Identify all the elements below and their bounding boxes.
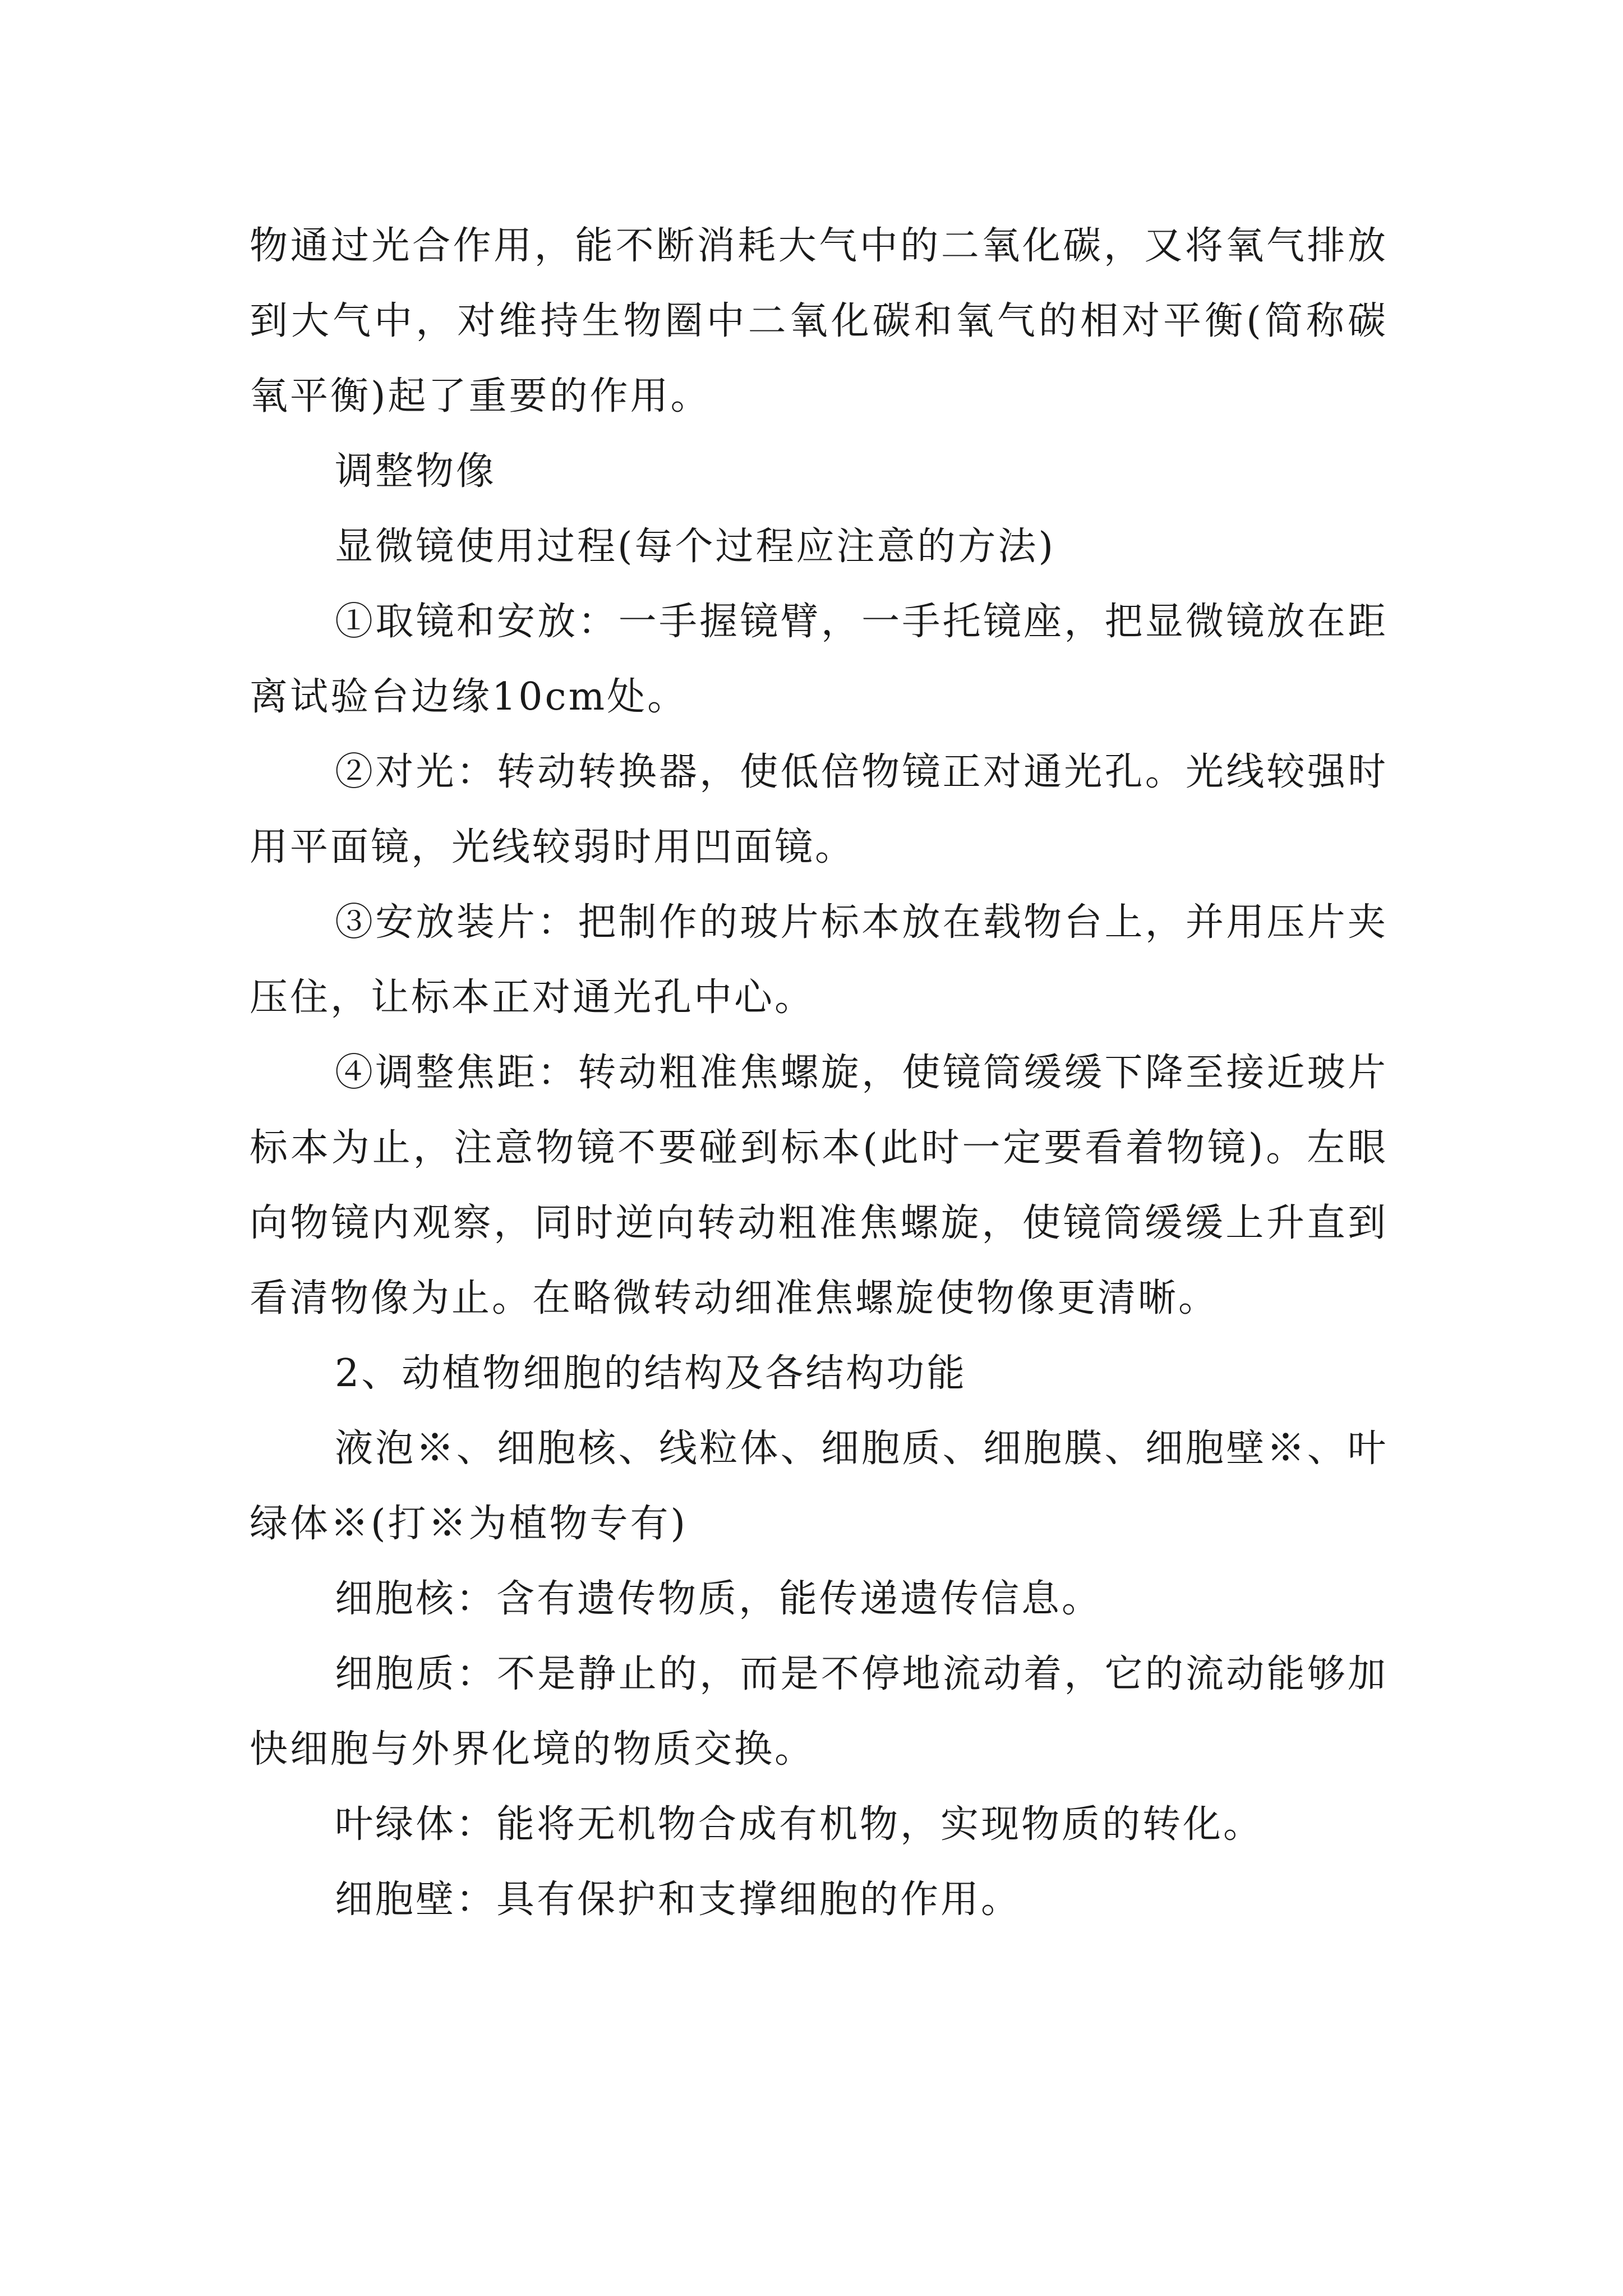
heading-microscope-usage: 显微镜使用过程(每个过程应注意的方法) <box>335 524 1056 569</box>
step-place-slide: ③安放装片：把制作的玻片标本放在载物台上，并用压片夹压住，让标本正对通光孔中心。 <box>250 900 1388 1020</box>
step-adjust-focus: ④调整焦距：转动粗准焦螺旋，使镜筒缓缓下降至接近玻片标本为止，注意物镜不要碰到标本(此时一定要看着物镜)。左眼向物镜内观察，同时逆向转动粗准焦螺旋，使镜筒缓缓上升直到看清物像为止。在略微转动细准焦螺旋使物像更清晰。 <box>250 1051 1388 1320</box>
step-light-alignment: ②对光：转动转换器，使低倍物镜正对通光孔。光线较强时用平面镜，光线较弱时用凹面镜。 <box>250 750 1388 869</box>
paragraph-cytoplasm: 细胞质：不是静止的，而是不停地流动着，它的流动能够加快细胞与外界化境的物质交换。 <box>250 1652 1388 1772</box>
document-body <box>250 209 1388 1938</box>
paragraph-photosynthesis-carbon-oxygen: 物通过光合作用，能不断消耗大气中的二氧化碳，又将氧气排放到大气中，对维持生物圈中二氧化碳和氧气的相对平衡(简称碳氧平衡)起了重要的作用。 <box>250 224 1388 418</box>
heading-cell-structure: 2、动植物细胞的结构及各结构功能 <box>335 1351 967 1396</box>
heading-adjust-image: 调整物像 <box>335 449 497 494</box>
step-take-and-place: ①取镜和安放：一手握镜臂，一手托镜座，把显微镜放在距离试验台边缘10cm处。 <box>250 600 1388 719</box>
paragraph-chloroplast: 叶绿体：能将无机物合成有机物，实现物质的转化。 <box>335 1802 1264 1847</box>
paragraph-cell-wall: 细胞壁：具有保护和支撑细胞的作用。 <box>335 1878 1022 1922</box>
paragraph-nucleus: 细胞核：含有遗传物质，能传递遗传信息。 <box>335 1577 1103 1621</box>
paragraph-cell-parts-list: 液泡※、细胞核、线粒体、细胞质、细胞膜、细胞壁※、叶绿体※(打※为植物专有) <box>250 1427 1388 1546</box>
